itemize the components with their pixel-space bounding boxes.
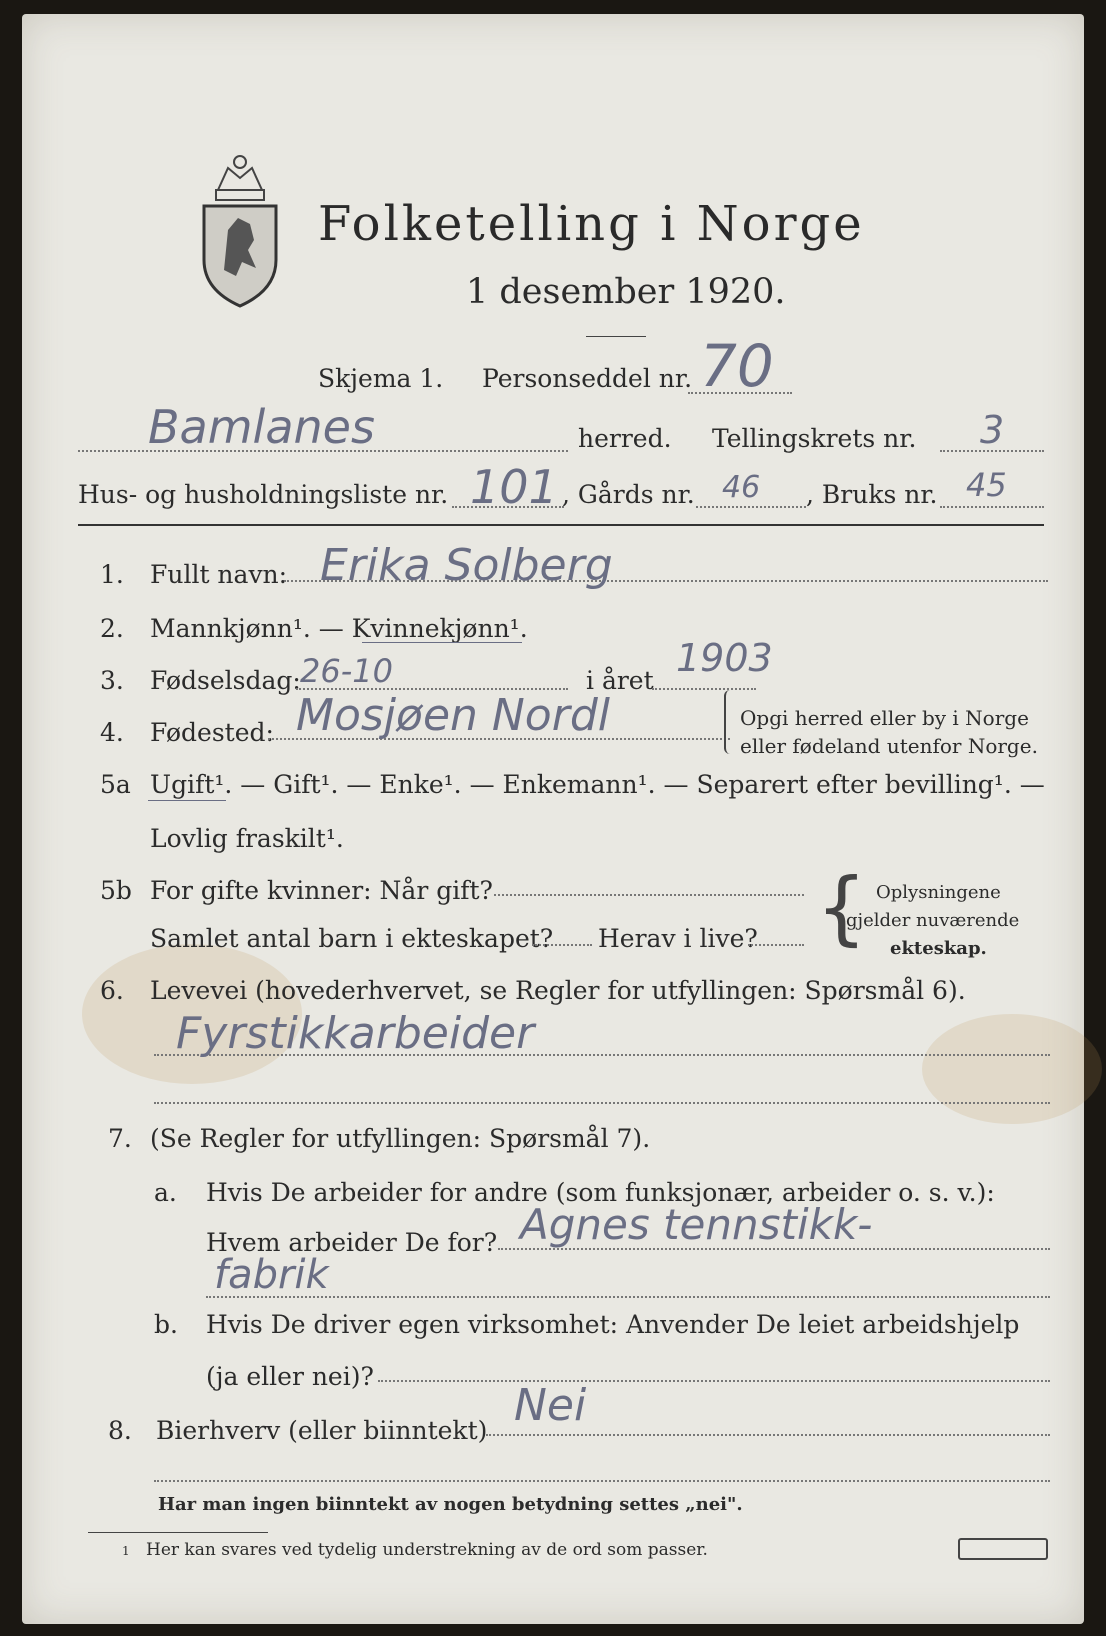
bruks-label: , Bruks nr. (806, 480, 938, 509)
q5b-note-line3: ekteskap. (890, 938, 987, 959)
q7b-field (378, 1380, 1050, 1382)
schema-label: Skjema 1. (318, 364, 444, 393)
q3-birth-year: 1903 (676, 636, 773, 680)
census-date: 1 desember 1920. (466, 272, 786, 312)
q5b-line1: For gifte kvinner: Når gift? (150, 876, 493, 905)
divider (586, 336, 646, 337)
q4-label: Fødested: (150, 718, 274, 747)
q3-label: Fødselsdag: (150, 666, 301, 695)
q2-number: 2. (100, 614, 124, 643)
personseddel-number: 70 (700, 332, 774, 400)
bruks-field (940, 506, 1044, 508)
gards-field (696, 506, 806, 508)
q7-number: 7. (108, 1124, 132, 1153)
q5b-line2b: Herav i live? (598, 924, 758, 953)
norwegian-coat-of-arms-icon (198, 150, 282, 310)
q3-birthday: 26-10 (300, 652, 393, 690)
q6-number: 6. (100, 976, 124, 1005)
q3-number: 3. (100, 666, 124, 695)
q1-number: 1. (100, 560, 124, 589)
footnote-text: Her kan svares ved tydelig understrekning av de ord som passer. (146, 1540, 708, 1560)
herred-value: Bamlanes (148, 400, 375, 454)
header-divider (78, 524, 1044, 526)
q4-note-brace (724, 690, 730, 754)
q5a-underline-ugift (148, 800, 226, 801)
tellingskrets-number: 3 (980, 408, 1005, 452)
q4-birthplace: Mosjøen Nordl (296, 690, 610, 741)
q7a-letter: a. (154, 1178, 177, 1207)
footnote-mark: 1 (122, 1544, 130, 1558)
paper-stain (922, 1014, 1102, 1124)
q5b-note-line1: Oplysningene (876, 882, 1001, 903)
q7a-line1: Hvis De arbeider for andre (som funksjonær, arbeider o. s. v.): (206, 1178, 995, 1207)
gards-number: 46 (722, 470, 761, 505)
q6-occupation: Fyrstikkarbeider (176, 1008, 535, 1059)
personseddel-label: Personseddel nr. (482, 364, 693, 393)
q3-year-label: i året (586, 666, 654, 695)
q5a-options: Ugift¹. — Gift¹. — Enke¹. — Enkemann¹. — Separert efter bevilling¹. — (150, 770, 1045, 799)
q4-number: 4. (100, 718, 124, 747)
q7b-line2: (ja eller nei)? (206, 1362, 374, 1391)
q4-note-line2: eller fødeland utenfor Norge. (740, 734, 1038, 758)
q8-field-line2 (154, 1480, 1050, 1482)
q7a-field-line2 (206, 1296, 1050, 1298)
q5b-note-line2: gjelder nuværende (846, 910, 1020, 931)
q2-label: Mannkjønn¹. — Kvinnekjønn¹. (150, 614, 528, 643)
q2-underline-kvinnekjonn (362, 642, 522, 643)
hus-number: 101 (470, 460, 558, 514)
q5b-children-field (532, 944, 592, 946)
q8-field-line1 (486, 1434, 1050, 1436)
q7b-line1: Hvis De driver egen virksomhet: Anvender De leiet arbeidshjelp (206, 1310, 1020, 1339)
q7b-letter: b. (154, 1310, 178, 1339)
footnote-divider (88, 1532, 268, 1533)
herred-label: herred. (578, 424, 672, 453)
q7a-employer-line2: fabrik (214, 1252, 329, 1298)
q5b-number: 5b (100, 876, 132, 905)
q1-label: Fullt navn: (150, 560, 288, 589)
q5b-married-field (494, 894, 804, 896)
tellingskrets-label: Tellingskrets nr. (712, 424, 917, 453)
q1-full-name: Erika Solberg (320, 540, 613, 591)
hus-label: Hus- og husholdningsliste nr. (78, 480, 449, 509)
q5b-alive-field (748, 944, 804, 946)
q7a-line2: Hvem arbeider De for? (206, 1228, 498, 1257)
q7a-employer-line1: Agnes tennstikk- (520, 1200, 873, 1249)
q5a-number: 5a (100, 770, 131, 799)
q4-note-line1: Opgi herred eller by i Norge (740, 706, 1029, 730)
q6-field-line2 (154, 1102, 1050, 1104)
bruks-number: 45 (966, 466, 1007, 504)
q3-year-field (652, 688, 756, 690)
q5b-line2: Samlet antal barn i ekteskapet? (150, 924, 554, 953)
q5a-options-line2: Lovlig fraskilt¹. (150, 824, 344, 853)
gards-label: , Gårds nr. (562, 480, 695, 509)
q5b-note-brace: { (816, 861, 867, 954)
q7-label: (Se Regler for utfyllingen: Spørsmål 7). (150, 1124, 651, 1153)
form-title: Folketelling i Norge (318, 196, 865, 252)
q6-label: Levevei (hovederhvervet, se Regler for utfyllingen: Spørsmål 6). (150, 976, 966, 1005)
biinntekt-note: Har man ingen biinntekt av nogen betydning settes „nei". (158, 1494, 743, 1515)
q8-label: Bierhverv (eller biinntekt) (156, 1416, 488, 1445)
q8-number: 8. (108, 1416, 132, 1445)
q8-answer: Nei (514, 1380, 587, 1431)
printer-stamp (958, 1538, 1048, 1560)
